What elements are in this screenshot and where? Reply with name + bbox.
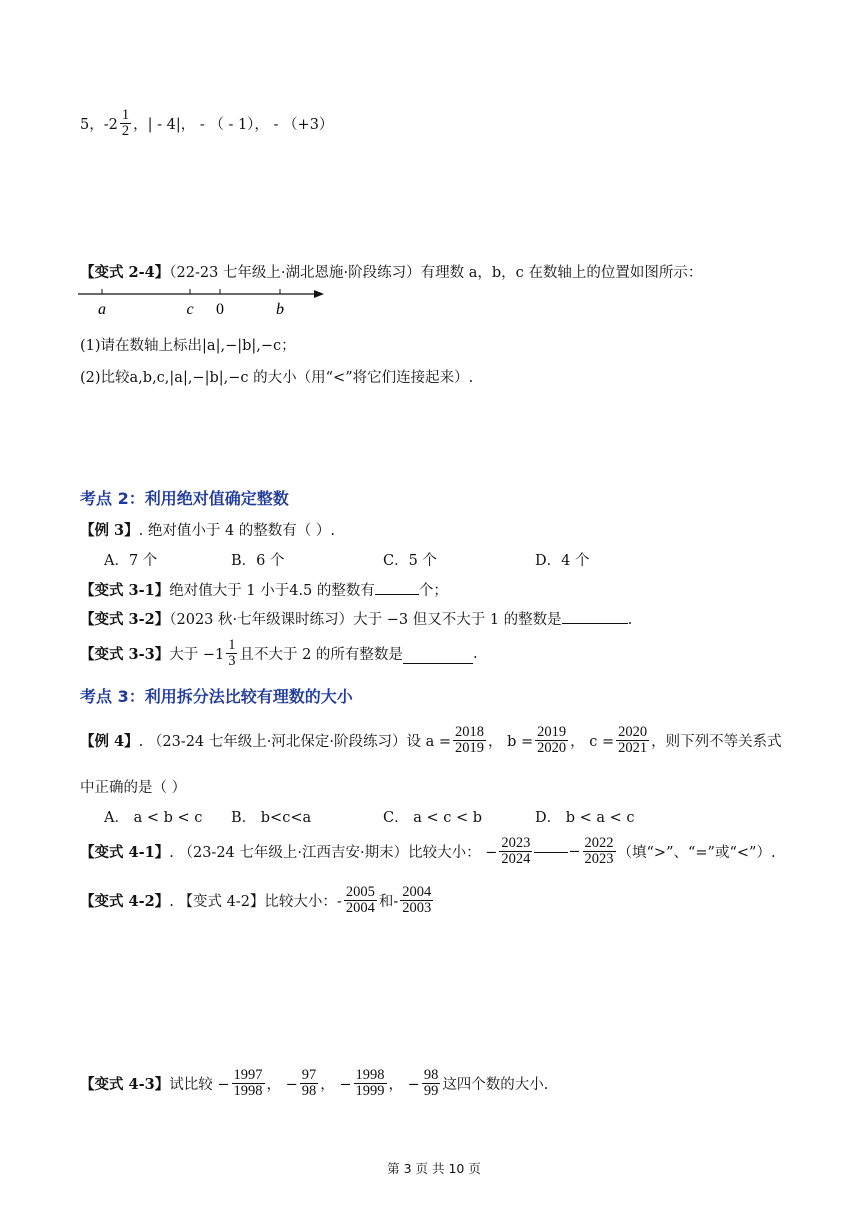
option-c: C．5 个 [383, 553, 437, 569]
variant-4-1-part-1: . （23-24 七年级上·江西吉安·期末）比较大小： − [169, 845, 498, 862]
fraction-1997-1998 [232, 1068, 265, 1099]
option-a: A．7 个 [104, 553, 158, 569]
option-d: D． b < a < c [535, 810, 635, 826]
variant-4-1-line [80, 836, 776, 867]
frac-den: 2004 [345, 900, 375, 917]
numbers-line [80, 108, 333, 139]
variant-4-3-part-5: 这四个数的大小. [442, 1077, 549, 1094]
frac-den: 2019 [455, 740, 484, 757]
answer-blank[interactable] [562, 609, 628, 624]
number-line-arrow [314, 290, 324, 298]
variant-2-4-q1: (1)请在数轴上标出|a|,−|b|,−c； [80, 338, 296, 354]
variant-4-2-line [80, 885, 435, 916]
example-3-line [80, 519, 335, 540]
example-4-part-1: . （23-24 七年级上·河北保定·阶段练习）设 a = [138, 734, 451, 751]
fraction-2005-2004 [344, 885, 377, 916]
fraction-2022-2023 [583, 836, 616, 867]
variant-4-2-tag: 【变式 4-2】 [80, 893, 170, 911]
variant-4-1-tag: 【变式 4-1】 [80, 844, 170, 862]
variant-2-4-text: （22-23 七年级上·湖北恩施·阶段练习）有理数 a，b，c 在数轴上的位置如图所示： [169, 265, 703, 281]
example-4-tag: 【例 4】 [80, 733, 139, 751]
variant-2-4-line [80, 261, 702, 282]
numbers-part-2: ，| - 4|， - （ - 1）， - （+3） [133, 117, 334, 134]
variant-2-4-tag: 【变式 2-4】 [80, 264, 170, 281]
fraction-one-half [120, 108, 131, 139]
frac-num: 2005 [345, 884, 375, 900]
variant-3-1-text: 绝对值大于 1 小于4.5 的整数有 [169, 583, 375, 599]
frac-den: 2020 [537, 740, 567, 757]
example-4-part-3: ， c = [570, 734, 615, 751]
axis-label-0: 0 [216, 301, 224, 318]
variant-3-3-tag: 【变式 3-3】 [80, 646, 170, 664]
variant-3-1-line [80, 579, 448, 600]
variant-3-1-tail: 个； [418, 583, 448, 599]
variant-4-2-part-1: . 【变式 4-2】比较大小：- [169, 894, 342, 911]
example-4-line [80, 725, 782, 756]
section-heading-3: 考点 3：利用拆分法比较有理数的大小 [80, 687, 353, 706]
option-a: A． a < b < c [104, 810, 203, 826]
frac-den: 2 [121, 123, 130, 140]
frac-den: 98 [301, 1083, 317, 1100]
fraction-a [453, 725, 486, 756]
frac-num: 2023 [501, 835, 531, 851]
fraction-b [535, 725, 568, 756]
fraction-c [616, 725, 649, 756]
variant-4-3-part-2: ， − [266, 1077, 298, 1094]
example-4-part-4: ，则下列不等关系式 [651, 734, 782, 751]
option-c: C． a < c < b [383, 810, 482, 826]
variant-3-3-part-2: 且不大于 2 的所有整数是 [239, 647, 403, 664]
variant-3-2-text: （2023 秋·七年级课时练习）大于 −3 但又不大于 1 的整数是 [169, 612, 562, 628]
variant-3-3-part-1: 大于 −1 [169, 647, 225, 664]
frac-num: 2020 [618, 724, 648, 740]
fraction-2004-2003 [400, 885, 433, 916]
variant-3-2-tag: 【变式 3-2】 [80, 611, 170, 628]
numbers-part-1: 5，-2 [80, 117, 118, 134]
frac-den: 99 [423, 1083, 439, 1100]
answer-blank[interactable] [375, 580, 419, 595]
variant-3-3-line [80, 638, 478, 669]
variant-4-3-part-3: ， − [320, 1077, 352, 1094]
option-d: D．4 个 [535, 553, 590, 569]
frac-num: 97 [301, 1067, 317, 1083]
variant-4-2-part-2: 和- [378, 894, 399, 911]
answer-blank[interactable] [403, 649, 473, 664]
frac-num: 1998 [355, 1067, 385, 1083]
frac-num: 2004 [402, 884, 432, 900]
option-b: B． b<c<a [231, 810, 312, 826]
fraction-98-99 [422, 1068, 441, 1099]
example-4-line-2: 中正确的是（ ） [80, 780, 187, 796]
variant-3-1-tag: 【变式 3-1】 [80, 582, 170, 599]
frac-den: 2003 [402, 900, 432, 917]
frac-den: 3 [228, 653, 236, 670]
number-line-diagram [78, 284, 338, 320]
variant-4-1-part-3: （填“>”、“=”或“<”）. [617, 845, 776, 862]
fraction-1998-1999 [354, 1068, 387, 1099]
option-b: B．6 个 [231, 553, 285, 569]
answer-blank[interactable] [534, 851, 568, 853]
section-heading-2: 考点 2：利用绝对值确定整数 [80, 489, 289, 508]
frac-num: 2022 [584, 835, 614, 851]
frac-den: 1999 [355, 1083, 385, 1100]
variant-4-3-part-1: 试比较 − [169, 1077, 230, 1094]
frac-num: 2018 [455, 724, 484, 740]
variant-2-4-q2: (2)比较a,b,c,|a|,−|b|,−c 的大小（用“<”将它们连接起来）. [80, 370, 474, 386]
variant-4-3-line [80, 1068, 548, 1099]
variant-4-3-part-4: ， − [388, 1077, 420, 1094]
frac-den: 2021 [618, 740, 648, 757]
example-4-options [104, 806, 635, 827]
axis-label-b: b [276, 301, 284, 318]
variant-4-3-tag: 【变式 4-3】 [80, 1076, 170, 1094]
variant-4-1-part-2: − [568, 843, 581, 860]
frac-den: 2024 [501, 851, 531, 868]
page-footer: 第 3 页 共 10 页 [387, 1161, 481, 1176]
variant-3-3-tail: . [472, 645, 478, 662]
fraction-one-third [226, 638, 237, 669]
frac-den: 1998 [233, 1083, 263, 1100]
frac-num: 1997 [233, 1067, 263, 1083]
example-4-part-2: ， b = [488, 734, 534, 751]
axis-label-c: c [186, 301, 194, 318]
example-3-tag: 【例 3】 [80, 522, 139, 539]
variant-3-2-line [80, 608, 632, 629]
frac-num: 98 [423, 1067, 439, 1083]
fraction-97-98 [300, 1068, 319, 1099]
variant-3-2-tail: . [627, 612, 633, 628]
example-3-options [104, 549, 589, 570]
fraction-2023-2024 [499, 836, 532, 867]
frac-num: 1 [228, 637, 236, 653]
axis-label-a: a [98, 301, 106, 318]
frac-den: 2023 [584, 851, 614, 868]
frac-num: 1 [121, 107, 130, 123]
example-3-text: . 绝对值小于 4 的整数有（ ）. [138, 523, 336, 539]
frac-num: 2019 [537, 724, 567, 740]
